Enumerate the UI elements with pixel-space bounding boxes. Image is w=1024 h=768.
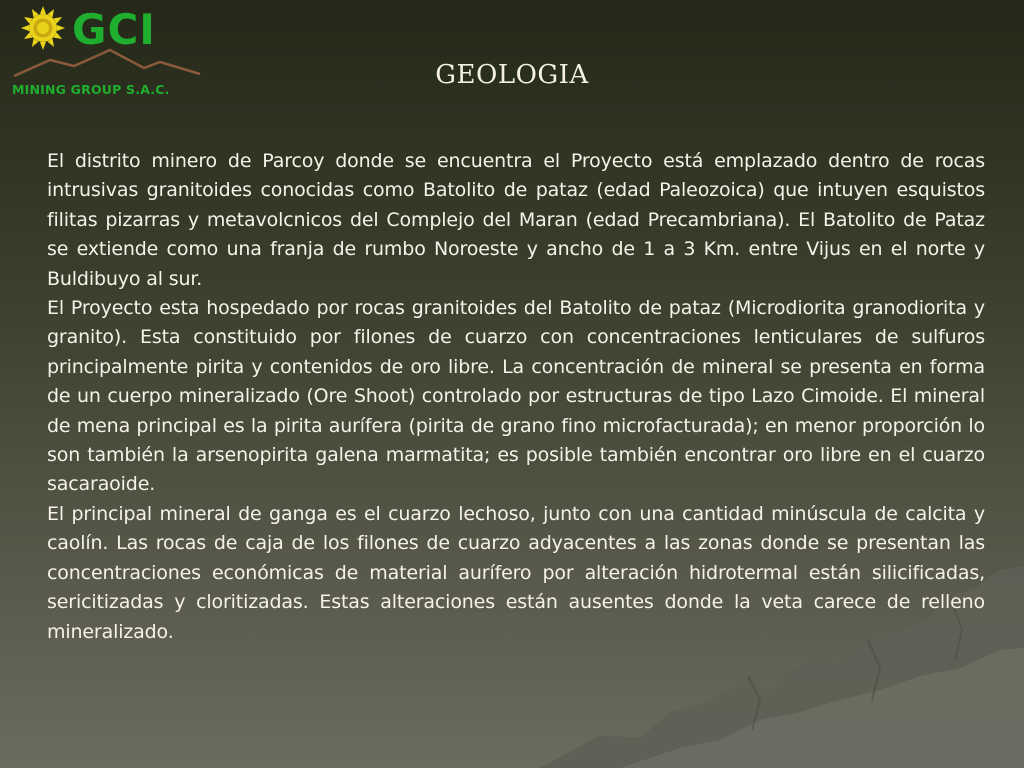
paragraph: El principal mineral de ganga es el cuarzo lechoso, junto con una cantidad minúscula de calcita y caolín. Las rocas de caja de los filones de cuarzo adyacentes a las zonas donde se presentan las concentraciones económicas de material aurífero por alteración hidrotermal están silicificadas, sericitizadas y cloritizadas. Estas alteraciones están ausentes donde la veta carece de relleno mineralizado.	[47, 502, 985, 643]
paragraph: El distrito minero de Parcoy donde se encuentra el Proyecto está emplazado dentro de rocas intrusivas granitoides conocidas como Batolito de pataz (edad Paleozoica) que intuyen esquistos filitas pizarras y metavolcnicos del Complejo del Maran (edad Precambriana). El Batolito de Pataz se extiende como una franja de rumbo Noroeste y ancho de 1 a 3 Km. entre Vijus en el norte y Buldibuyo al sur.	[47, 150, 985, 290]
logo-wordmark: GCI	[72, 5, 156, 54]
slide-body	[47, 147, 985, 647]
logo-subtitle: MINING GROUP S.A.C.	[12, 82, 170, 97]
paragraph: El Proyecto esta hospedado por rocas granitoides del Batolito de pataz (Microdiorita granodiorita y granito). Esta constituido por filones de cuarzo con concentraciones lenticulares de sulfuros principalmente pirita y contenidos de oro libre. La concentración de mineral se presenta en forma de un cuerpo mineralizado (Ore Shoot) controlado por estructuras de tipo Lazo Cimoide. El mineral de mena principal es la pirita aurífera (pirita de grano fino microfacturada); en menor proporción lo son también la arsenopirita galena marmatita; es posible también encontrar oro libre en el cuarzo sacaraoide.	[47, 297, 985, 496]
slide-title: GEOLOGIA	[435, 60, 589, 90]
